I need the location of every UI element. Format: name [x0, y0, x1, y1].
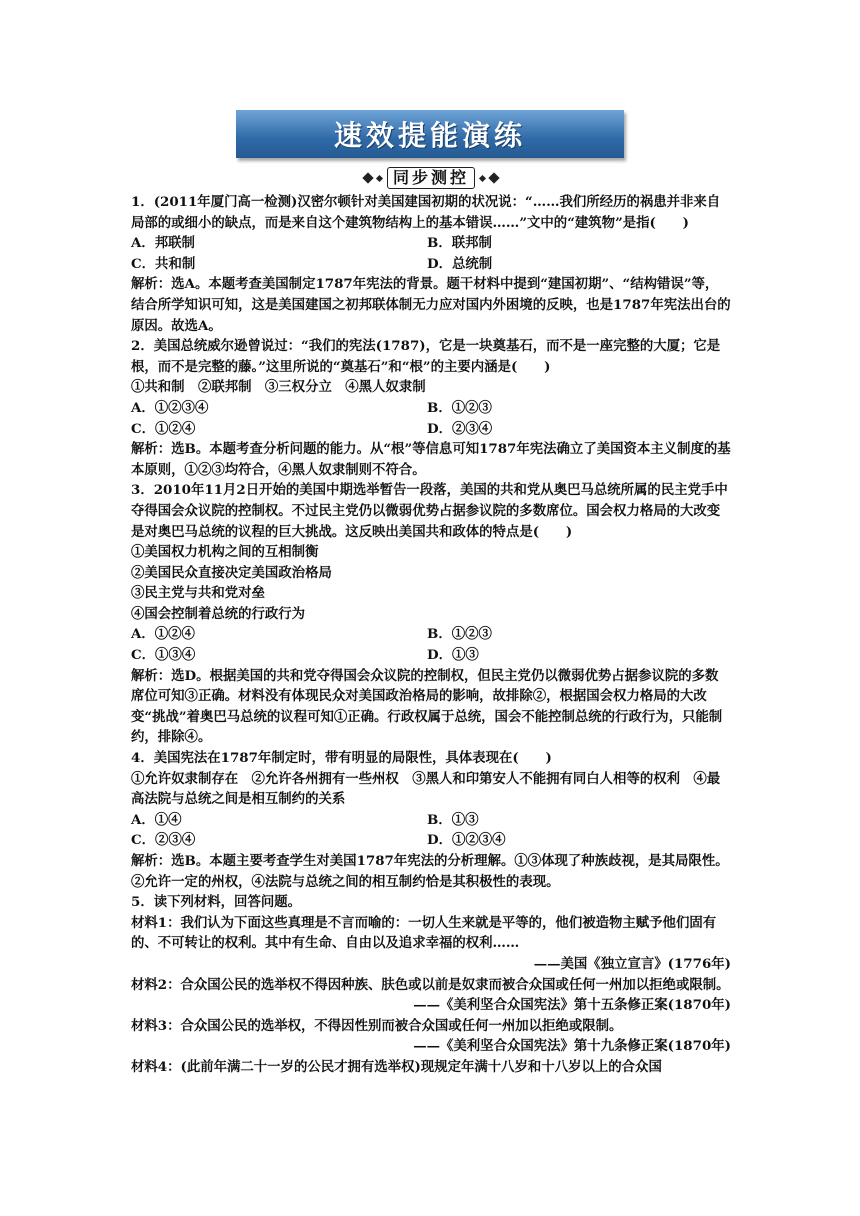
- material-source: ——《美利坚合众国宪法》第十九条修正案(1870年): [413, 1038, 731, 1055]
- material-source: ——《美利坚合众国宪法》第十五条修正案(1870年): [413, 997, 731, 1014]
- option-d: D．①③: [427, 647, 479, 664]
- question-1: [131, 192, 731, 336]
- material-text: 材料2：合众国公民的选举权不得因种族、肤色或以前是奴隶而被合众国或任何一州加以拒绝或限制。: [131, 976, 730, 993]
- title-banner: [236, 110, 624, 158]
- diamond-icon: [479, 174, 486, 181]
- option-a: A．邦联制: [131, 235, 195, 252]
- option-c: C．共和制: [131, 255, 196, 272]
- question-analysis: 解析：选B。本题主要考查学生对美国1787年宪法的分析理解。①③体现了种族歧视，是其局限性。②允许一定的州权，④法院与总统之间的相互制约恰是其积极性的表现。: [131, 853, 729, 890]
- material-text: 材料1：我们认为下面这些真理是不言而喻的：一切人生来就是平等的，他们被造物主赋予他们固有的、不可转让的权利。其中有生命、自由以及追求幸福的权利……: [131, 914, 717, 952]
- options-grid: [131, 810, 731, 851]
- diamond-icon: [362, 172, 373, 183]
- question-2: [131, 336, 731, 480]
- page-title: 速效提能演练: [333, 119, 526, 152]
- question-stem: 5．读下列材料，回答问题。: [131, 894, 302, 911]
- question-analysis: 解析：选A。本题考查美国制定1787年宪法的背景。题干材料中提到“建国初期”、“结构错误”等，结合所学知识可知，这是美国建国之初邦联体制无力应对国内外困境的反映，也是1787年宪法出台的原因。故选A。: [131, 276, 731, 334]
- statement-line: ②美国民众直接决定美国政治格局: [131, 564, 332, 581]
- option-b: B．联邦制: [427, 235, 492, 252]
- material-text: 材料4：(此前年满二十一岁的公民才拥有选举权)现规定年满十八岁和十八岁以上的合众国: [131, 1058, 662, 1075]
- option-b: B．①③: [427, 811, 479, 828]
- options-grid: [131, 624, 731, 665]
- question-4: [131, 748, 731, 892]
- question-analysis: 解析：选B。本题考查分析问题的能力。从“根”等信息可知1787年宪法确立了美国资本主义制度的基本原则，①②③均符合，④黑人奴隶制则不符合。: [131, 441, 731, 478]
- diamond-icon: [376, 174, 383, 181]
- statement-line: ④国会控制着总统的行政行为: [131, 605, 306, 622]
- question-stem: 2．美国总统威尔逊曾说过：“我们的宪法(1787)，它是一块奠基石，而不是一座完整的大厦；它是根，而不是完整的藤。”这里所说的“奠基石”和“根”的主要内涵是( ): [131, 338, 721, 375]
- diamond-icon: [488, 172, 499, 183]
- statement-line: ①共和制 ②联邦制 ③三权分立 ④黑人奴隶制: [131, 379, 426, 396]
- options-grid: [131, 233, 731, 274]
- question-5: [131, 892, 731, 1077]
- question-stem: 1．(2011年厦门高一检测)汉密尔顿针对美国建国初期的状况说：“……我们所经历的祸患并非来自局部的或细小的缺点，而是来自这个建筑物结构上的基本错误……”文中的“建筑物”是指( ): [131, 194, 721, 231]
- question-list: [131, 192, 731, 1078]
- section-subtitle: 同步测控: [387, 167, 475, 189]
- option-d: D．①②③④: [427, 832, 506, 849]
- option-a: A．①②③④: [131, 399, 209, 416]
- question-stem: 4．美国宪法在1787年制定时，带有明显的局限性，具体表现在( ): [131, 750, 552, 767]
- option-b: B．①②③: [427, 399, 492, 416]
- option-a: A．①②④: [131, 626, 195, 643]
- option-c: C．①②④: [131, 420, 196, 437]
- option-d: D．②③④: [427, 420, 493, 437]
- option-d: D．总统制: [427, 255, 493, 272]
- option-c: C．②③④: [131, 832, 196, 849]
- question-analysis: 解析：选D。根据美国的共和党夺得国会众议院的控制权，但民主党仍以微弱优势占据参议院的多数席位可知③正确。材料没有体现民众对美国政治格局的影响，故排除②，根据国会权力格局的大改变“挑战”着奥巴马总统的议程可知①正确。行政权属于总统，国会不能控制总统的行政行为，只能制约，排除④。: [131, 667, 723, 746]
- options-grid: [131, 398, 731, 439]
- statement-line: ①允许奴隶制存在 ②允许各州拥有一些州权 ③黑人和印第安人不能拥有同白人相等的权利 ④最高法院与总统之间是相互制约的关系: [131, 770, 721, 808]
- question-3: [131, 480, 731, 748]
- statement-line: ①美国权力机构之间的互相制衡: [131, 544, 319, 561]
- material-source: ——美国《独立宣言》(1776年): [533, 955, 731, 972]
- option-b: B．①②③: [427, 626, 492, 643]
- statement-line: ③民主党与共和党对垒: [131, 585, 265, 602]
- material-text: 材料3：合众国公民的选举权，不得因性别而被合众国或任何一州加以拒绝或限制。: [131, 1017, 623, 1034]
- option-c: C．①③④: [131, 647, 196, 664]
- option-a: A．①④: [131, 811, 182, 828]
- section-subhead: [336, 166, 526, 190]
- question-stem: 3．2010年11月2日开始的美国中期选举暂告一段落，美国的共和党从奥巴马总统所属的民主党手中夺得国会众议院的控制权。不过民主党仍以微弱优势占据参议院的多数席位。国会权力格局的大改变是对奥巴马总统的议程的巨大挑战。这反映出美国共和政体的特点是( ): [131, 482, 728, 540]
